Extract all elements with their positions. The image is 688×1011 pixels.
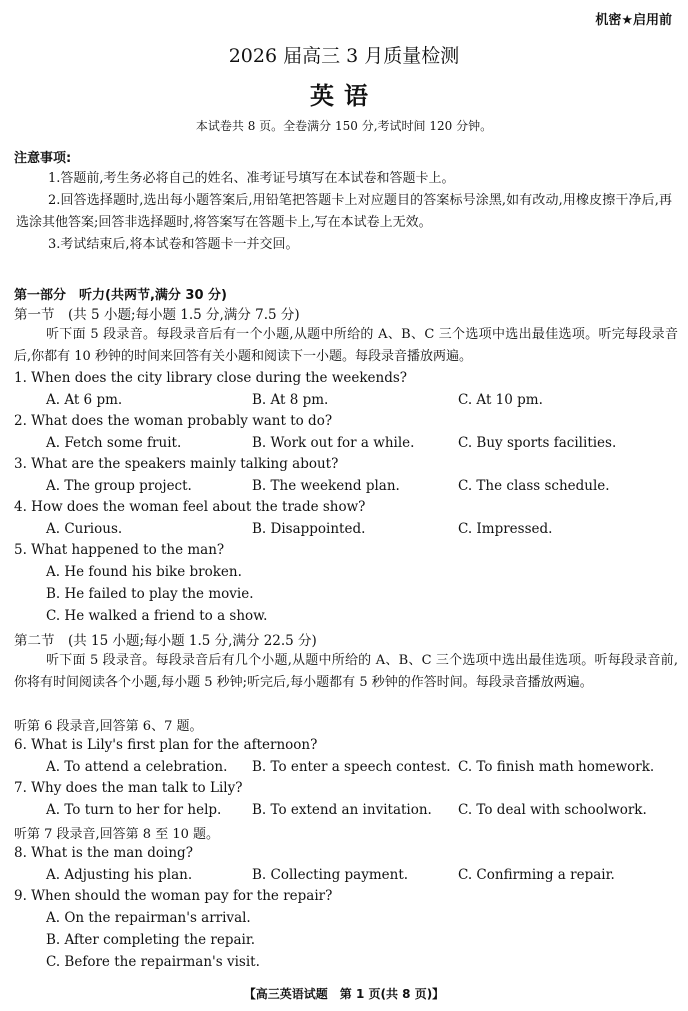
part1-heading: 第一部分 听力(共两节,满分 30 分) bbox=[14, 288, 227, 303]
option-c: C. The class schedule. bbox=[458, 478, 610, 494]
question-stem: 9. When should the woman pay for the repair? bbox=[14, 888, 333, 904]
option-a: A. At 6 pm. bbox=[46, 392, 123, 408]
confidential-label: 机密★启用前 bbox=[595, 13, 672, 28]
note-item: 3.考试结束后,将本试卷和答题卡一并交回。 bbox=[48, 237, 299, 252]
question-stem: 2. What does the woman probably want to do? bbox=[14, 413, 333, 429]
question-stem: 6. What is Lily's first plan for the afternoon? bbox=[14, 737, 318, 753]
notes-heading: 注意事项: bbox=[14, 151, 72, 166]
audio-instruction: 听第 7 段录音,回答第 8 至 10 题。 bbox=[14, 827, 220, 842]
question-stem: 7. Why does the man talk to Lily? bbox=[14, 780, 243, 796]
option-b: B. Work out for a while. bbox=[252, 435, 415, 451]
option-c: C. Before the repairman's visit. bbox=[46, 954, 260, 970]
option-b: B. Collecting payment. bbox=[252, 867, 409, 883]
option-b: B. The weekend plan. bbox=[252, 478, 400, 494]
question-stem: 1. When does the city library close during the weekends? bbox=[14, 370, 408, 386]
option-a: A. To attend a celebration. bbox=[46, 759, 228, 775]
section1-directions: 听下面 5 段录音。每段录音后有一个小题,从题中所给的 A、B、C 三个选项中选出最佳选项。听完每段录音后,你都有 10 秒钟的时间来回答有关小题和阅读下一小题。每段录音播放两遍。 bbox=[14, 327, 678, 364]
exam-info: 本试卷共 8 页。全卷满分 150 分,考试时间 120 分钟。 bbox=[195, 119, 493, 133]
option-b: B. Disappointed. bbox=[252, 521, 366, 537]
audio-instruction: 听第 6 段录音,回答第 6、7 题。 bbox=[14, 719, 203, 734]
option-b: B. He failed to play the movie. bbox=[46, 586, 254, 602]
option-b: B. At 8 pm. bbox=[252, 392, 329, 408]
exam-title: 2026 届高三 3 月质量检测 bbox=[228, 45, 460, 67]
option-a: A. Curious. bbox=[46, 521, 123, 537]
option-c: C. To deal with schoolwork. bbox=[458, 802, 647, 818]
option-c: C. To finish math homework. bbox=[458, 759, 655, 775]
option-a: A. Fetch some fruit. bbox=[46, 435, 182, 451]
option-a: A. He found his bike broken. bbox=[46, 564, 242, 580]
subject-title: 英语 bbox=[310, 82, 378, 110]
option-a: A. The group project. bbox=[46, 478, 192, 494]
option-b: B. To enter a speech contest. bbox=[252, 759, 451, 775]
option-b: B. After completing the repair. bbox=[46, 932, 256, 948]
option-c: C. Confirming a repair. bbox=[458, 867, 615, 883]
section2-directions: 听下面 5 段录音。每段录音后有几个小题,从题中所给的 A、B、C 三个选项中选出最佳选项。听每段录音前,你将有时间阅读各个小题,每小题 5 秒钟;听完后,每小题都有 5 秒钟的作答时间。每段录音播放两遍。 bbox=[14, 653, 678, 690]
question-stem: 4. How does the woman feel about the trade show? bbox=[14, 499, 366, 515]
note-item: 2.回答选择题时,选出每小题答案后,用铅笔把答题卡上对应题目的答案标号涂黑,如有改动,用橡皮擦干净后,再选涂其他答案;回答非选择题时,将答案写在答题卡上,写在本试卷上无效。 bbox=[16, 193, 672, 230]
question-stem: 8. What is the man doing? bbox=[14, 845, 193, 861]
option-c: C. At 10 pm. bbox=[458, 392, 543, 408]
section2-heading: 第二节 (共 15 小题;每小题 1.5 分,满分 22.5 分) bbox=[14, 633, 317, 649]
option-a: A. On the repairman's arrival. bbox=[46, 910, 251, 926]
option-c: C. He walked a friend to a show. bbox=[46, 608, 268, 624]
option-a: A. To turn to her for help. bbox=[46, 802, 222, 818]
section1-heading: 第一节 (共 5 小题;每小题 1.5 分,满分 7.5 分) bbox=[14, 307, 300, 323]
question-stem: 3. What are the speakers mainly talking about? bbox=[14, 456, 339, 472]
page-footer: 【高三英语试题 第 1 页(共 8 页)】 bbox=[243, 987, 445, 1001]
option-a: A. Adjusting his plan. bbox=[46, 867, 193, 883]
note-item: 1.答题前,考生务必将自己的姓名、准考证号填写在本试卷和答题卡上。 bbox=[48, 171, 455, 186]
question-stem: 5. What happened to the man? bbox=[14, 542, 225, 558]
option-b: B. To extend an invitation. bbox=[252, 802, 432, 818]
option-c: C. Impressed. bbox=[458, 521, 553, 537]
option-c: C. Buy sports facilities. bbox=[458, 435, 617, 451]
